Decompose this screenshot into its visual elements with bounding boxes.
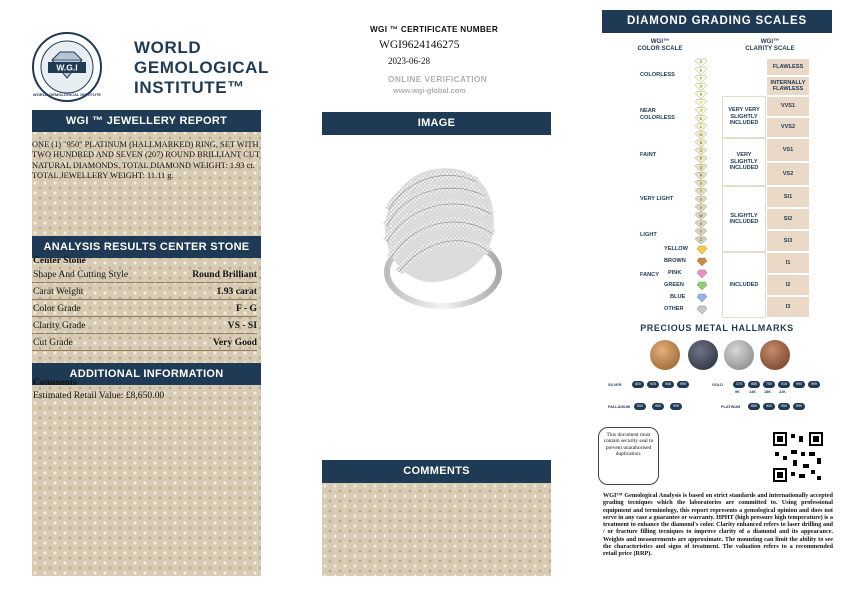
grade-value: 1.93 carat [216, 286, 257, 297]
color-letter: M [699, 132, 703, 137]
fancy-green: GREEN [664, 282, 684, 288]
grade-value: Round Brilliant [192, 269, 257, 280]
wgi-logo [30, 30, 270, 106]
color-gem-u [695, 196, 707, 204]
grading-scales [602, 36, 832, 316]
gold-9k: 9K [735, 390, 740, 394]
hallmark-medals [602, 338, 832, 372]
retail-value: Estimated Retail Value: £8,650.00 [33, 390, 165, 401]
color-letter: G [699, 84, 703, 89]
palladium-500: 500 [634, 403, 646, 410]
certificate-date: 2023-06-28 [388, 56, 430, 66]
report-description: ONE (1) "950" PLATINUM (HALLMARKED) RING, SET WITH TWO HUNDRED AND SEVEN (207) ROUND BRILLIANT CUT NATURAL DIAMONDS. TOTAL DIAMOND WEIGHT: 1.93 ct. TOTAL JEWELLERY WEIGHT: 11.11 g. [32, 140, 260, 180]
color-scale-title: WGI™ COLOR SCALE [637, 38, 683, 52]
wordmark-line1: WORLD [134, 38, 202, 57]
hallmark-values [602, 378, 832, 418]
gold-22k: 22K [779, 390, 786, 394]
fancy-gem-icon [697, 258, 707, 266]
clarity-i1: I1 [766, 252, 810, 274]
clarity-vs2: VS2 [766, 162, 810, 186]
silver-label: SILVER [608, 383, 622, 387]
clarity-group-included: INCLUDED [722, 252, 766, 318]
grade-key: Shape And Cutting Style [33, 269, 129, 280]
color-group-faint: FAINT [640, 152, 657, 158]
comments-header: COMMENTS [322, 460, 551, 483]
gold-label: GOLD [712, 383, 723, 387]
color-gem-h [695, 91, 707, 99]
palladium-999: 999 [670, 403, 682, 410]
gold-750: 750 [763, 381, 775, 388]
wordmark-line3: INSTITUTE™ [134, 78, 245, 97]
color-gem-e [695, 67, 707, 75]
grade-row-color [32, 300, 257, 317]
color-group-near-colorless: NEAR COLORLESS [640, 108, 675, 121]
fancy-gem-icon [697, 270, 707, 278]
gold-375: 375 [733, 381, 745, 388]
color-letter: P [699, 157, 703, 162]
analysis-results-header: ANALYSIS RESULTS CENTER STONE [32, 236, 261, 258]
color-letter: L [700, 124, 702, 129]
security-seal-notice: This document must contain security seal to prevent unauthorised duplication. [598, 427, 659, 485]
fancy-color-gems [696, 244, 708, 318]
gold-14k: 14K [749, 390, 756, 394]
bronze-medal-icon [760, 340, 790, 370]
color-letter: D [699, 60, 703, 65]
clarity-vvs1: VVS1 [766, 96, 810, 117]
gold-916: 916 [778, 381, 790, 388]
grade-key: Cut Grade [33, 337, 73, 348]
grade-value: F - G [236, 303, 257, 314]
center-stone-label: Center Stone [33, 256, 86, 266]
color-group-colorless: COLORLESS [640, 72, 675, 78]
grade-key: Carat Weight [33, 286, 84, 297]
jewellery-report-header: WGI ™ JEWELLERY REPORT [32, 110, 261, 132]
color-letter: O [699, 149, 703, 154]
hallmarks-title: PRECIOUS METAL HALLMARKS [640, 323, 794, 333]
clarity-si1: SI1 [766, 186, 810, 208]
clarity-i3: I3 [766, 296, 810, 318]
color-gem-v [695, 205, 707, 213]
silver-958: 958 [662, 381, 674, 388]
color-letter: R [699, 173, 703, 178]
wgi-seal-icon [30, 30, 104, 104]
color-gem-p [695, 156, 707, 164]
color-group-light: LIGHT [640, 232, 657, 238]
color-gem-i [695, 99, 707, 107]
clarity-vs1: VS1 [766, 138, 810, 162]
fancy-yellow: YELLOW [664, 246, 688, 252]
fancy-gem-icon [697, 282, 707, 290]
color-letter: V [699, 205, 703, 210]
comments-label: Comments [33, 378, 77, 388]
color-letter: Z [699, 238, 703, 243]
platinum-950: 950 [778, 403, 790, 410]
grade-value: Very Good [212, 337, 257, 348]
clarity-group-vvs: VERY VERY SLIGHTLY INCLUDED [722, 96, 766, 138]
color-letter: I [700, 100, 702, 105]
platinum-900: 900 [763, 403, 775, 410]
gold-990: 990 [793, 381, 805, 388]
fancy-other: OTHER [664, 306, 684, 312]
clarity-group-si: SLIGHTLY INCLUDED [722, 186, 766, 252]
certificate-number-label: WGI ™ CERTIFICATE NUMBER [370, 25, 499, 34]
gold-18k: 18K [764, 390, 771, 394]
disclaimer-text: WGI™ Gemological Analysis is based on strict standards and internationally accepted grading tecniques which the laboratories are committed to. Using professional equipment and terminology, this report represents a gemological opinion and does not serve in any case a guarantee or warranty. HPHT (high pressure high temperature) is a treatment to enhance the diamond's color. Clarity enhanced refers to laser drilling and / or fracture filling tecniques to improve clarity of a diamond and its appearance. Weights and measurements are approximate. The mounting can limit the ability to see the characteristics and signs of treatment. The valuation refers to a recommended retail price (RRP). [603, 492, 833, 558]
platinum-medal-icon [688, 340, 718, 370]
verification-url[interactable]: www.wgi-global.com [393, 86, 466, 95]
color-letter: K [699, 116, 703, 121]
fancy-brown: BROWN [664, 258, 686, 264]
color-gem-m [695, 132, 707, 140]
color-gem-l [695, 124, 707, 131]
grade-value: VS - SI [227, 320, 257, 331]
platinum-label: PLATINUM [721, 405, 741, 409]
silver-800: 800 [632, 381, 644, 388]
seal-ring-text: WORLD GEMOLOGICAL INSTITUTE [32, 92, 102, 97]
color-letter: T [699, 189, 703, 194]
clarity-i2: I2 [766, 274, 810, 296]
color-gem-y [695, 229, 707, 237]
fancy-gem-icon [697, 306, 707, 314]
online-verification-label: ONLINE VERIFICATION [388, 74, 488, 84]
wordmark-line2: GEMOLOGICAL [134, 58, 270, 77]
color-letter: F [699, 76, 703, 81]
grade-row-clarity [32, 317, 257, 334]
fancy-gem-icon [697, 294, 707, 302]
color-gem-t [695, 188, 707, 196]
color-letter: Y [699, 230, 703, 235]
color-gem-x [695, 221, 707, 229]
color-gem-o [695, 148, 707, 156]
color-letter: W [699, 213, 703, 218]
color-gem-k [695, 116, 707, 124]
clarity-si3: SI3 [766, 230, 810, 252]
wgi-wordmark [134, 38, 269, 98]
clarity-si2: SI2 [766, 208, 810, 230]
image-header: IMAGE [322, 112, 551, 135]
color-gem-q [695, 164, 707, 172]
grade-key: Color Grade [33, 303, 81, 314]
grade-row-carat [32, 283, 257, 300]
fancy-gem-icon [697, 246, 707, 254]
color-gem-g [695, 83, 707, 90]
ring-image [365, 152, 505, 312]
silver-medal-icon [724, 340, 754, 370]
additional-info-header: ADDITIONAL INFORMATION [32, 363, 261, 385]
color-letter-gems [694, 58, 708, 244]
color-gem-n [695, 140, 707, 148]
grade-row-cut [32, 334, 257, 351]
report-panel [32, 110, 261, 576]
color-gem-s [695, 180, 707, 188]
silver-925: 925 [647, 381, 659, 388]
palladium-950: 950 [652, 403, 664, 410]
fancy-blue: BLUE [670, 294, 686, 300]
color-letter: H [699, 92, 703, 97]
fancy-pink: PINK [668, 270, 682, 276]
silver-999: 999 [677, 381, 689, 388]
qr-code-icon[interactable] [773, 432, 823, 482]
gold-999: 999 [808, 381, 820, 388]
platinum-850: 850 [748, 403, 760, 410]
color-gem-r [695, 172, 707, 180]
color-letter: Q [699, 165, 703, 170]
grade-key: Clarity Grade [33, 320, 86, 331]
clarity-internally-flawless: INTERNALLY FLAWLESS [766, 76, 810, 96]
gold-585: 585 [748, 381, 760, 388]
color-letter: N [699, 141, 703, 146]
palladium-label: PALLADIUM [608, 405, 631, 409]
color-group-fancy: FANCY [640, 272, 659, 278]
clarity-vvs2: VVS2 [766, 117, 810, 138]
color-gem-d [695, 59, 707, 67]
color-letter: J [700, 108, 702, 113]
color-letter: E [699, 68, 703, 73]
seal-text: W.G.I [56, 62, 78, 73]
color-group-very-light: VERY LIGHT [640, 196, 674, 202]
color-letter: X [699, 221, 703, 226]
clarity-scale-title: WGI™ CLARITY SCALE [745, 38, 795, 52]
color-gem-z [695, 237, 707, 244]
color-letter: S [699, 181, 703, 186]
comments-area [322, 483, 551, 576]
clarity-group-vs: VERY SLIGHTLY INCLUDED [722, 138, 766, 186]
gold-medal-icon [650, 340, 680, 370]
color-gem-j [695, 108, 707, 116]
clarity-flawless: FLAWLESS [766, 58, 810, 76]
grading-scales-header: DIAMOND GRADING SCALES [602, 10, 832, 33]
certificate-number: WGI9624146275 [379, 39, 460, 51]
color-gem-w [695, 213, 707, 221]
color-letter: U [699, 197, 703, 202]
grade-row-shape [32, 266, 257, 283]
color-gem-f [695, 75, 707, 83]
platinum-999: 999 [793, 403, 805, 410]
